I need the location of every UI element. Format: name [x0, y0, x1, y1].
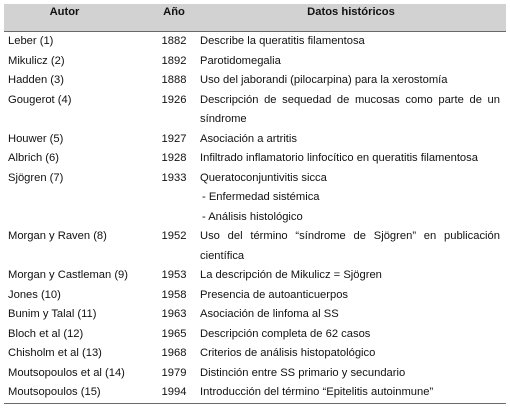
cell-autor: Sjögren (7) [8, 171, 64, 184]
datos-text: Descripción de sequedad de mucosas como parte de un síndrome [200, 93, 500, 125]
cell-anio: 1926 [161, 93, 187, 106]
historical-data-table [4, 4, 506, 404]
cell-anio: 1882 [161, 35, 187, 47]
cell-anio: 1965 [161, 327, 187, 340]
header-autor: Autor [4, 4, 152, 32]
table-row [4, 364, 506, 384]
table-row [4, 383, 506, 403]
cell-autor: Moutsopoulos (15) [4, 383, 152, 403]
datos-text: Parotidomegalia [200, 54, 281, 67]
datos-text: Asociación de linfoma al SS [200, 308, 339, 320]
cell-autor: Moutsopoulos et al (14) [8, 366, 125, 379]
header-row [4, 4, 506, 32]
cell-anio: 1927 [161, 132, 187, 145]
datos-text: Asociación a artritis [200, 132, 297, 145]
table-row [4, 169, 506, 228]
table-row [4, 71, 506, 91]
datos-text: Distinción entre SS primario y secundario [200, 366, 406, 379]
table-row [4, 325, 506, 345]
cell-autor: Jones (10) [8, 288, 61, 301]
header-anio: Año [152, 4, 196, 32]
cell-anio: 1994 [152, 383, 196, 403]
cell-datos [196, 325, 506, 345]
cell-datos [196, 266, 506, 286]
cell-autor: Gougerot (4) [8, 93, 72, 106]
cell-datos [196, 227, 506, 266]
table-row [4, 227, 506, 266]
cell-anio: 1928 [161, 152, 187, 164]
table-row [4, 305, 506, 325]
datos-text: Criterios de análisis histopatológico [200, 347, 376, 359]
cell-autor: Morgan y Castleman (9) [8, 269, 128, 281]
datos-text: Introducción del término “Epitelitis autoinmune” [200, 386, 434, 398]
cell-datos [196, 305, 506, 325]
cell-anio: 1953 [161, 269, 187, 281]
datos-text: Infiltrado inflamatorio linfocítico en queratitis filamentosa [200, 152, 478, 164]
cell-datos [196, 91, 506, 130]
cell-datos [196, 71, 506, 91]
datos-subitem: - Análisis histológico [202, 210, 303, 223]
cell-datos [196, 169, 506, 228]
datos-text: Uso del jaborandi (pilocarpina) para la xerostomía [200, 74, 448, 86]
datos-text: Queratoconjuntivitis sicca [200, 171, 327, 184]
datos-text: Uso del término “síndrome de Sjögren” en publicación científica [200, 230, 500, 262]
cell-autor: Houwer (5) [8, 132, 64, 145]
table-row [4, 91, 506, 130]
datos-text: La descripción de Mikulicz = Sjögren [200, 269, 382, 281]
cell-anio: 1888 [161, 74, 187, 86]
cell-anio: 1952 [161, 230, 187, 242]
table-row [4, 130, 506, 150]
cell-anio: 1892 [161, 54, 187, 67]
table-row [4, 52, 506, 72]
cell-datos [196, 383, 506, 403]
table-row [4, 149, 506, 169]
table-row [4, 32, 506, 52]
cell-datos [196, 149, 506, 169]
cell-autor: Bloch et al (12) [8, 327, 84, 340]
cell-datos [196, 52, 506, 72]
cell-datos [196, 344, 506, 364]
cell-autor: Morgan y Raven (8) [8, 230, 107, 242]
cell-anio: 1968 [161, 347, 187, 359]
cell-datos [196, 32, 506, 52]
cell-autor: Leber (1) [8, 35, 54, 47]
header-datos: Datos históricos [196, 4, 506, 32]
table-row [4, 344, 506, 364]
cell-anio: 1963 [161, 308, 187, 320]
cell-autor: Hadden (3) [8, 74, 64, 86]
cell-autor: Bunim y Talal (11) [8, 308, 97, 320]
cell-anio: 1979 [161, 366, 187, 379]
cell-anio: 1958 [161, 288, 187, 301]
cell-datos [196, 286, 506, 306]
datos-text: Descripción completa de 62 casos [200, 327, 371, 340]
cell-autor: Mikulicz (2) [8, 54, 65, 67]
table-row [4, 286, 506, 306]
table-row [4, 266, 506, 286]
datos-subitem: - Enfermedad sistémica [202, 191, 320, 203]
cell-autor: Albrich (6) [8, 152, 59, 164]
datos-text: Presencia de autoanticuerpos [200, 288, 349, 301]
cell-autor: Chisholm et al (13) [8, 347, 102, 359]
cell-datos [196, 364, 506, 384]
datos-text: Describe la queratitis filamentosa [200, 35, 365, 47]
cell-datos [196, 130, 506, 150]
cell-anio: 1933 [161, 171, 187, 184]
